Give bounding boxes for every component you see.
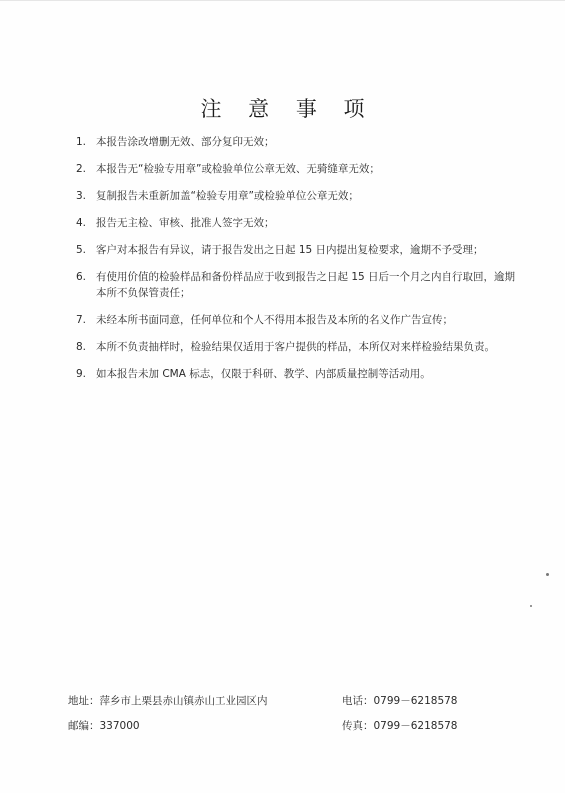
notice-text: 本报告无“检验专用章”或检验单位公章无效、无骑缝章无效；	[96, 163, 380, 175]
notice-item-2	[76, 161, 516, 177]
notice-item-7	[76, 312, 516, 328]
notice-number: 4.	[76, 217, 87, 229]
notice-text: 本报告涂改增删无效、部分复印无效；	[96, 136, 275, 148]
notice-item-8	[76, 339, 516, 355]
notice-text: 报告无主检、审核、批准人签字无效；	[96, 217, 275, 229]
notice-number: 8.	[76, 341, 87, 353]
footer-address: 地址：萍乡市上栗县赤山镇赤山工业园区内	[68, 695, 268, 707]
notice-number: 9.	[76, 368, 87, 380]
notice-text: 如本报告未加 CMA 标志，仅限于科研、教学、内部质量控制等活动用。	[96, 368, 431, 380]
notice-number: 3.	[76, 190, 87, 202]
footer-fax: 传真：0799－6218578	[342, 720, 458, 732]
notice-item-4	[76, 215, 516, 231]
footer-telephone: 电话：0799－6218578	[342, 695, 458, 707]
notice-text: 本所不负责抽样时，检验结果仅适用于客户提供的样品，本所仅对来样检验结果负责。	[96, 341, 495, 353]
notice-text: 有使用价值的检验样品和备份样品应于收到报告之日起 15 日后一个月之内自行取回，逾期本所不负保管责任；	[96, 271, 516, 299]
notice-number: 6.	[76, 271, 87, 283]
notice-list	[76, 134, 516, 393]
notice-number: 5.	[76, 244, 87, 256]
notice-text: 客户对本报告有异议，请于报告发出之日起 15 日内提出复检要求，逾期不予受理；	[96, 244, 484, 256]
scan-speck	[530, 605, 532, 607]
scan-speck	[546, 573, 549, 576]
notice-number: 7.	[76, 314, 87, 326]
notice-item-9	[76, 366, 516, 382]
notice-item-5	[76, 242, 516, 258]
notice-item-6	[76, 269, 516, 301]
notice-item-1	[76, 134, 516, 150]
notice-text: 复制报告未重新加盖“检验专用章”或检验单位公章无效；	[96, 190, 359, 202]
footer-zip-code: 邮编：337000	[68, 720, 140, 732]
notice-number: 2.	[76, 163, 87, 175]
notice-item-3	[76, 188, 516, 204]
page-title: 注 意 事 项	[200, 97, 375, 121]
notice-number: 1.	[76, 136, 87, 148]
notice-text: 未经本所书面同意，任何单位和个人不得用本报告及本所的名义作广告宣传；	[96, 314, 453, 326]
